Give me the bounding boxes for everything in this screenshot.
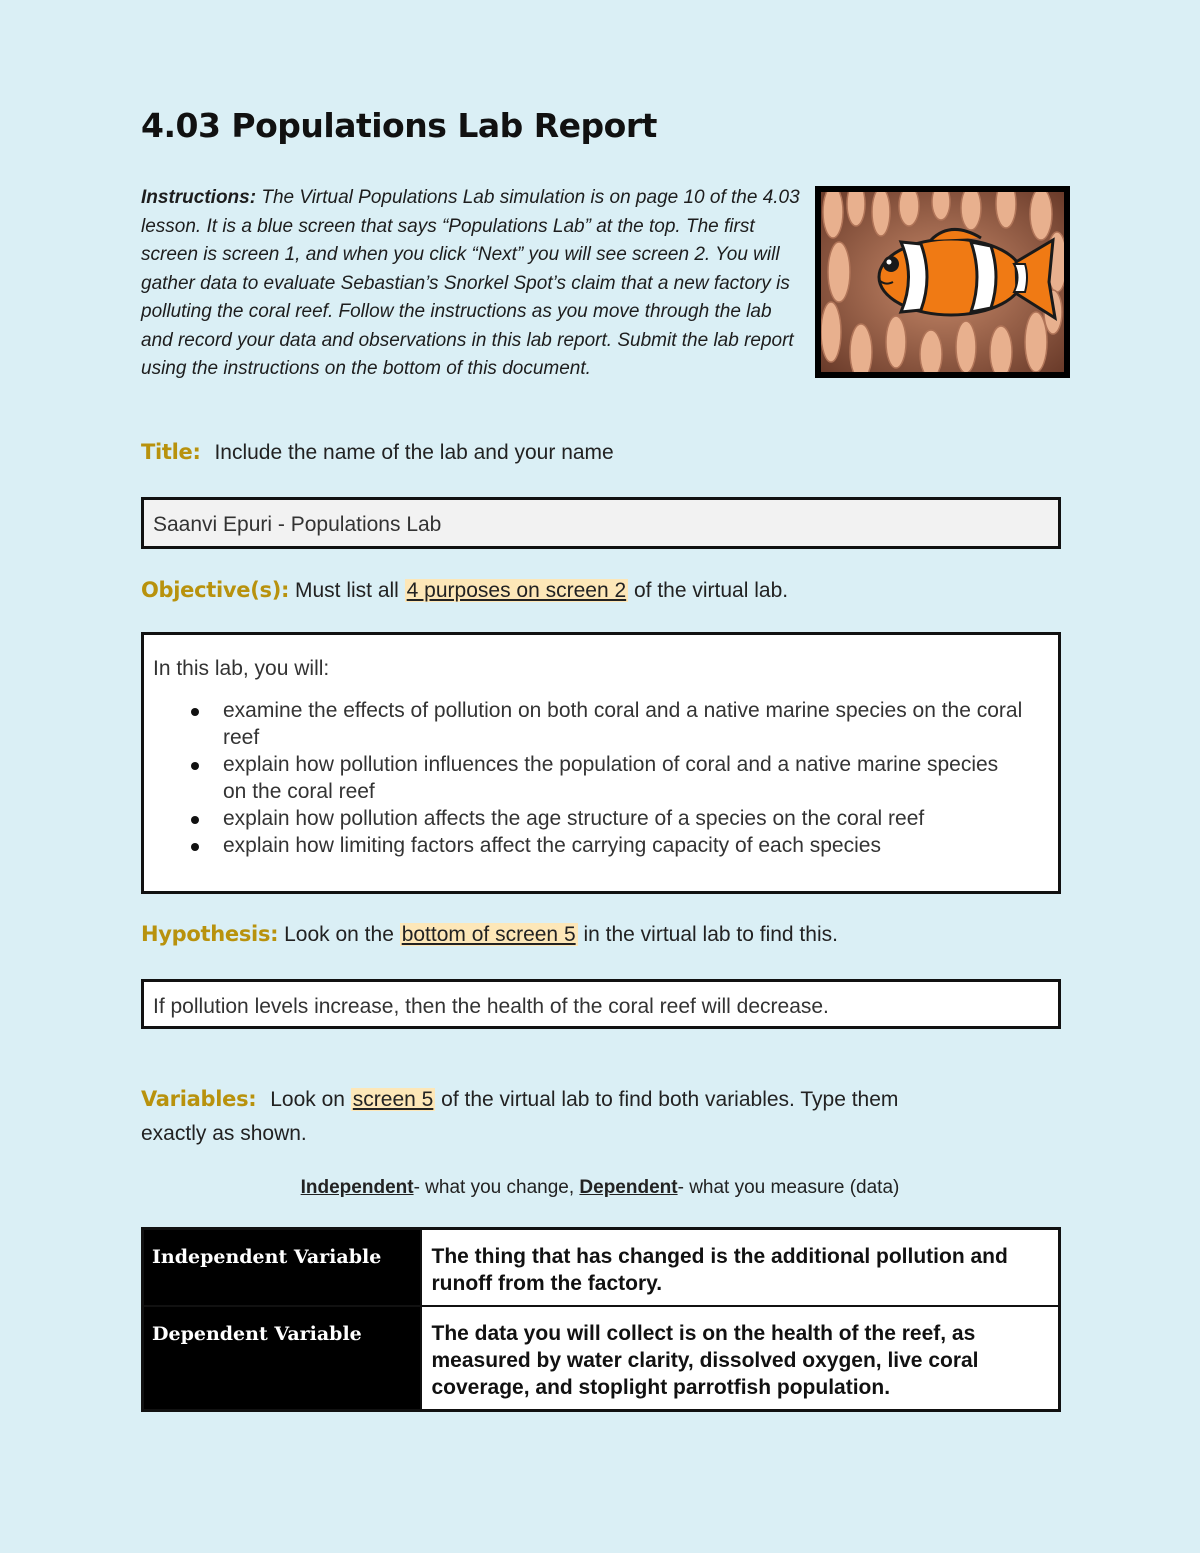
independent-variable-answer[interactable]: The thing that has changed is the additional pollution and runoff from the factory. [421,1229,1060,1307]
variables-prompt-before: Look on [270,1088,351,1111]
hypothesis-label: Hypothesis: [141,922,279,946]
table-row [143,1229,1060,1307]
title-section-heading [141,440,614,465]
objectives-intro: In this lab, you will: [153,657,330,680]
title-label: Title: [141,440,201,464]
variables-label: Variables: [141,1087,257,1111]
objective-item: explain how limiting factors affect the carrying capacity of each species [223,832,1023,859]
legend-independent: Independent [300,1177,414,1198]
objective-item: examine the effects of pollution on both coral and a native marine species on the coral reef [223,699,1023,749]
objective-item: explain how pollution influences the population of coral and a native marine species on the coral reef [223,751,1023,805]
variables-highlight: screen 5 [352,1088,434,1111]
legend-independent-desc: - what you change, [413,1177,580,1198]
clownfish-photo [815,186,1070,378]
objective-item: explain how pollution affects the age structure of a species on the coral reef [223,805,1023,832]
objectives-heading [141,578,788,603]
objectives-list [153,697,1058,859]
objectives-prompt-after: of the virtual lab. [628,579,789,602]
hypothesis-prompt-before: Look on the [284,923,400,946]
hypothesis-prompt-after: in the virtual lab to find this. [577,923,838,946]
title-answer-field[interactable]: Saanvi Epuri - Populations Lab [141,497,1061,549]
dependent-variable-label: Dependent Variable [143,1306,421,1411]
variables-table [141,1227,1061,1412]
variables-prompt-after: of the virtual lab to find both variables. Type them [435,1088,899,1111]
title-prompt: Include the name of the lab and your name [214,441,614,464]
hypothesis-highlight: bottom of screen 5 [401,923,576,946]
hypothesis-heading [141,922,838,947]
instructions-text: The Virtual Populations Lab simulation is on page 10 of the 4.03 lesson. It is a blue screen that says “Populations Lab” at the top. The first screen is screen 1, and when you click “Next” you will see screen 2. You will gather data to evaluate Sebastian’s Snorkel Spot’s claim that a new factory is polluting the coral reef. Follow the instructions as you move through the lab and record your data and observations in this lab report. Submit the lab report using the instructions on the bottom of this document. [141,187,800,379]
instructions-paragraph [141,184,801,384]
objectives-answer-field[interactable] [141,632,1061,894]
objectives-prompt-before: Must list all [294,579,405,602]
variables-prompt-line2: exactly as shown. [141,1122,307,1145]
objectives-label: Objective(s): [141,578,290,602]
objectives-highlight: 4 purposes on screen 2 [406,579,627,602]
dependent-variable-answer[interactable]: The data you will collect is on the health of the reef, as measured by water clarity, dissolved oxygen, live coral coverage, and stoplight parrotfish population. [421,1306,1060,1411]
variables-legend [0,1177,1200,1199]
hypothesis-answer-field[interactable]: If pollution levels increase, then the health of the coral reef will decrease. [141,979,1061,1029]
legend-dependent-desc: - what you measure (data) [677,1177,900,1198]
document-title: 4.03 Populations Lab Report [141,106,657,145]
variables-heading [141,1087,898,1112]
legend-dependent: Dependent [579,1177,678,1198]
table-row [143,1306,1060,1411]
independent-variable-label: Independent Variable [143,1229,421,1307]
instructions-lead: Instructions: [141,187,257,208]
